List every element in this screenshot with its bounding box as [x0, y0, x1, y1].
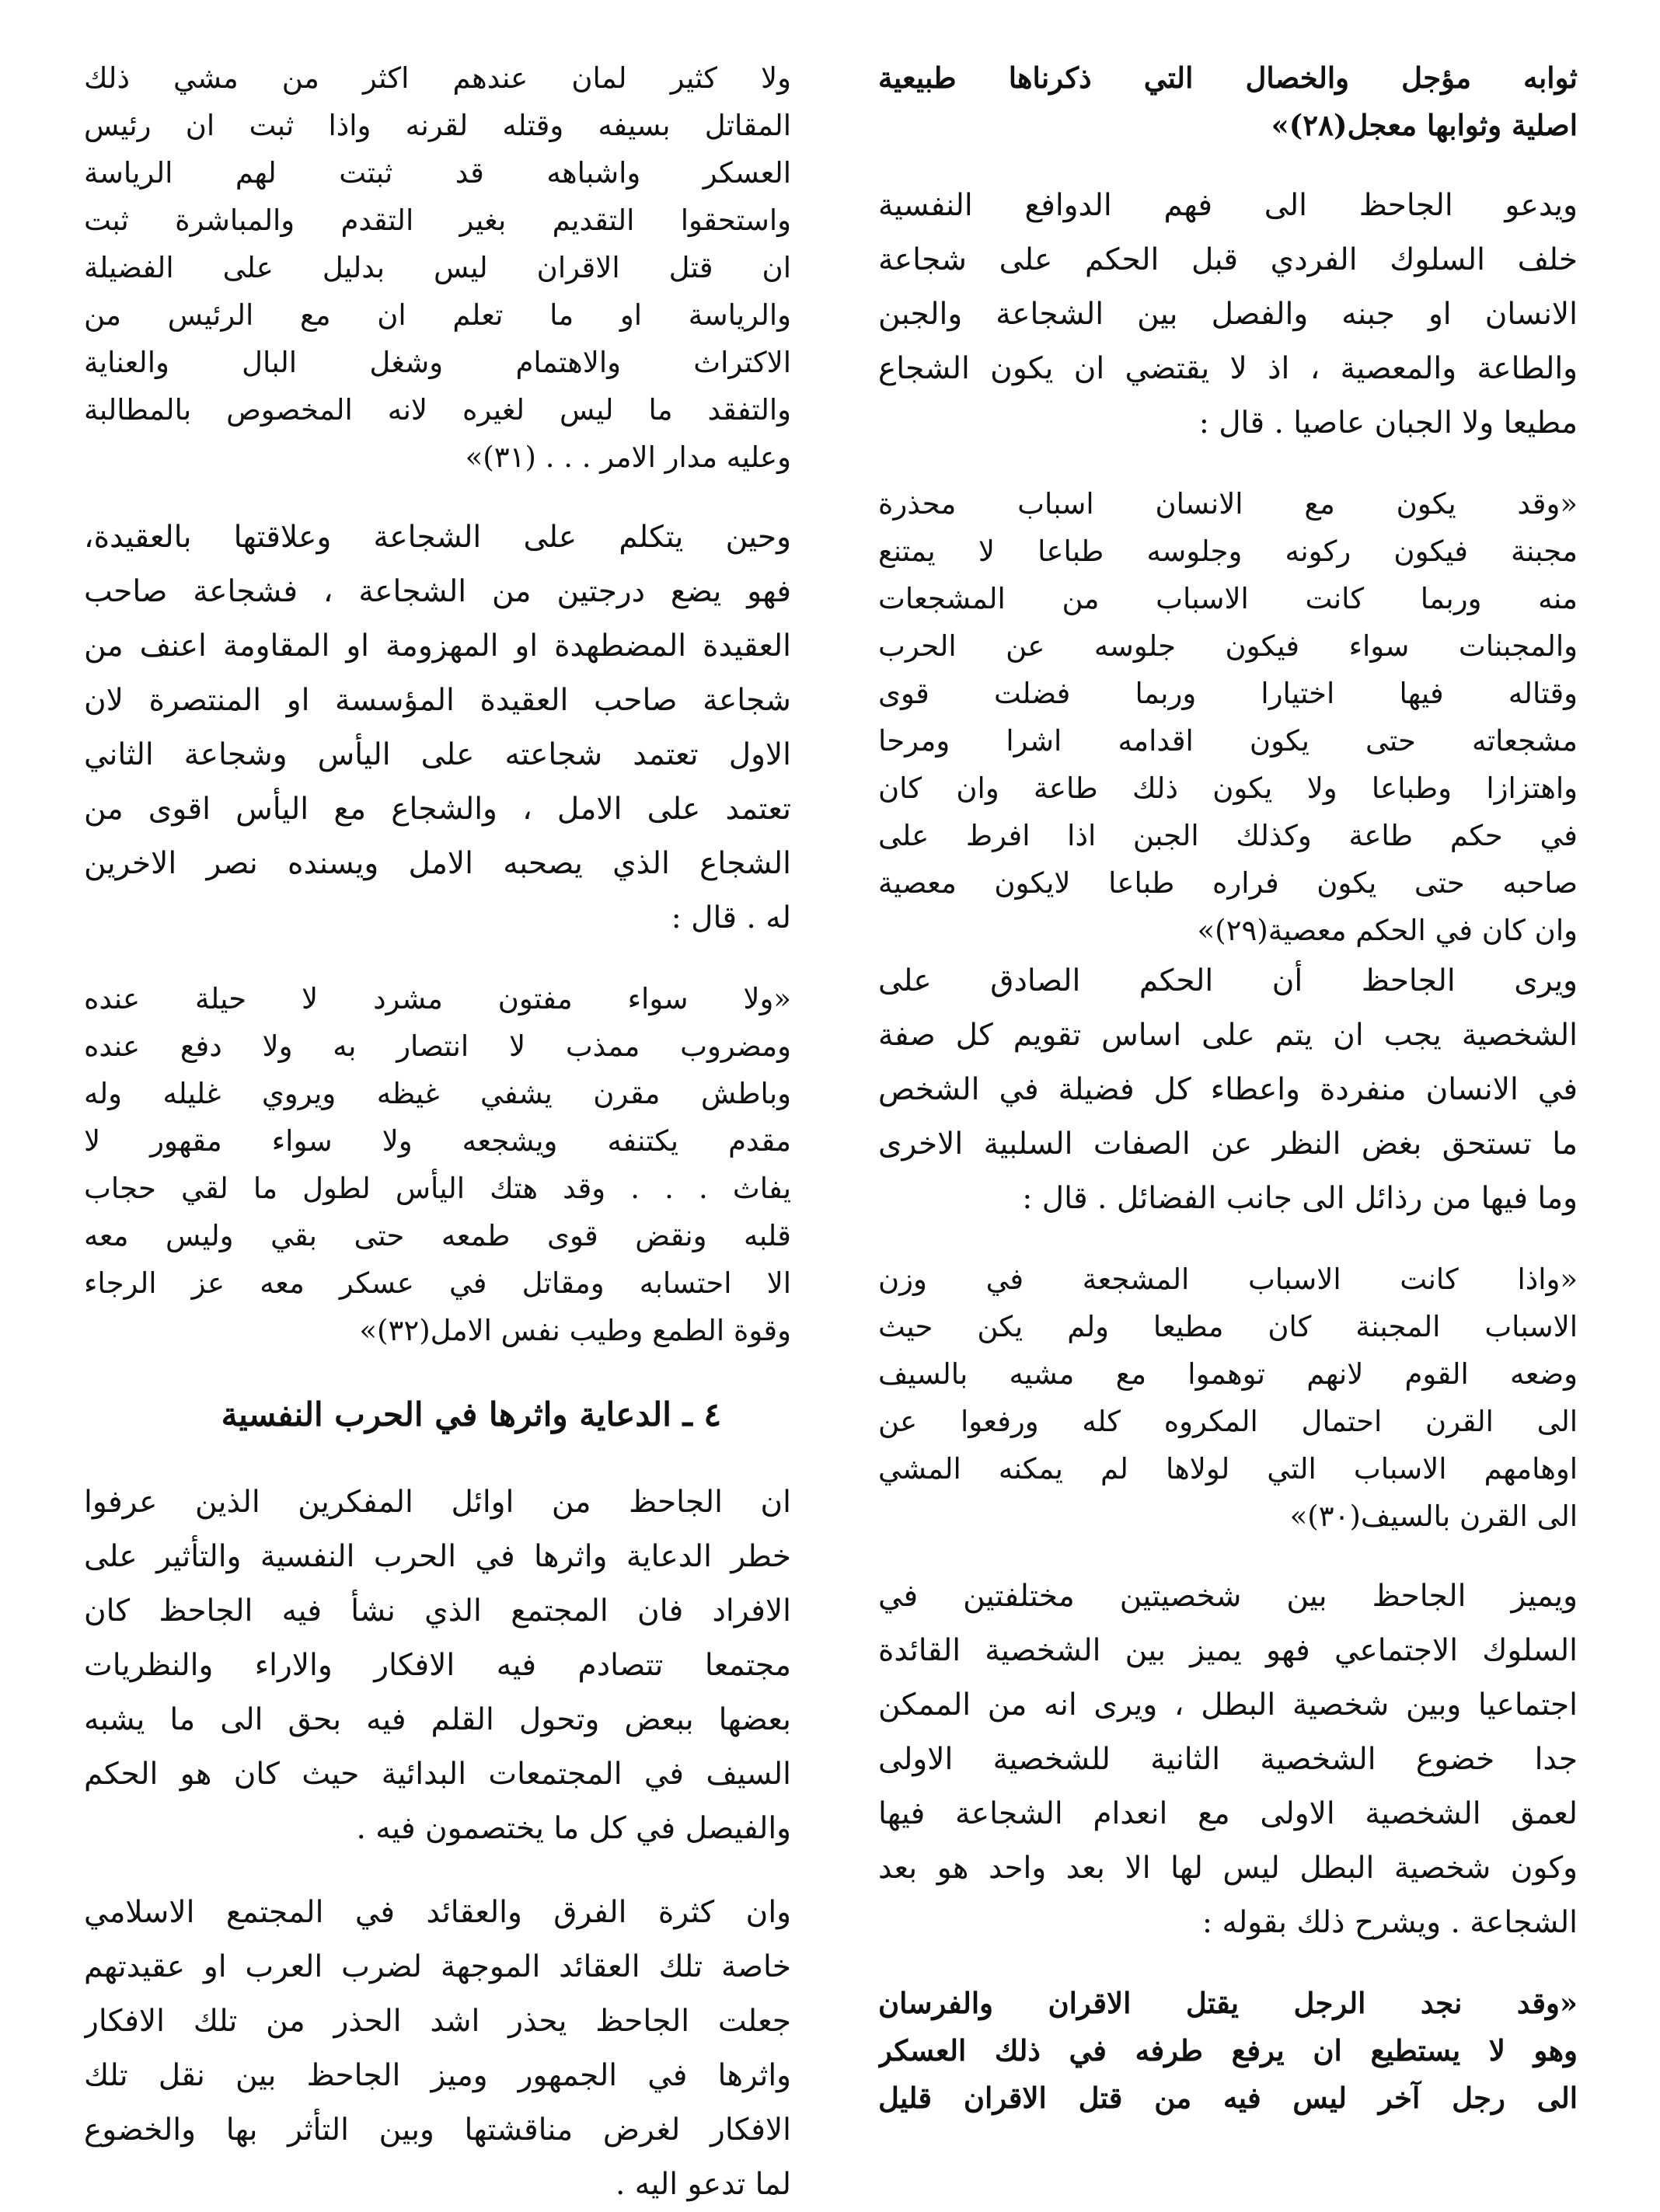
text-line: يفاث . . . وقد هتك اليأس لطول ما لقي حجاب: [84, 1172, 791, 1205]
text-line: وباطش مقرن يشفي غيظه ويروي غليله وله: [84, 1077, 791, 1110]
text-line: الاكتراث والاهتمام وشغل البال والعناية: [84, 346, 791, 379]
text-line: خاصة تلك العقائد الموجهة لضرب العرب او عقيدتهم: [84, 1949, 791, 1984]
text-line: «وقد نجد الرجل يقتل الاقران والفرسان: [878, 1986, 1578, 2020]
quote-30: [878, 1256, 1578, 1540]
text-line: ويدعو الجاحظ الى فهم الدوافع النفسية: [878, 188, 1578, 223]
text-line: وان كان في الحكم معصية(٢٩)»: [1197, 914, 1578, 947]
text-line: العقيدة المضطهدة او المهزومة او المقاومة اعنف من: [84, 629, 791, 664]
text-line: واستحقوا التقديم بغير التقدم والمباشرة ثبت: [84, 204, 791, 237]
text-line: وقتاله فيها اختيارا وربما فضلت قوى: [878, 677, 1578, 710]
text-line: الانسان او جبنه والفصل بين الشجاعة والجبن: [878, 297, 1578, 332]
text-line: والطاعة والمعصية ، اذ لا يقتضي ان يكون الشجاع: [878, 351, 1578, 386]
text-line: ويرى الجاحظ أن الحكم الصادق على: [878, 963, 1578, 998]
text-line: واهتزازا وطباعا ولا يكون ذلك طاعة وان كان: [878, 772, 1578, 805]
text-line: له . قال :: [671, 900, 791, 935]
text-line: ان قتل الاقران ليس بدليل على الفضيلة: [84, 251, 791, 284]
text-line: ولا كثير لمان عندهم اكثر من مشي ذلك: [84, 61, 791, 95]
text-line: وكون شخصية البطل ليس لها الا بعد واحد هو بعد: [878, 1851, 1578, 1886]
text-line: المقاتل بسيفه وقتله لقرنه واذا ثبت ان رئيس: [84, 109, 791, 142]
text-line: «ولا سواء مفتون مشرد لا حيلة عنده: [84, 982, 791, 1015]
text-line: جعلت الجاحظ يحذر اشد الحذر من تلك الافكار: [84, 2004, 791, 2039]
text-line: لعمق الشخصية الاولى مع انعدام الشجاعة فيها: [878, 1796, 1578, 1831]
text-line: تعتمد على الامل ، والشجاع مع اليأس اقوى من: [84, 792, 791, 827]
text-line: والفيصل في كل ما يختصمون فيه .: [356, 1811, 791, 1846]
text-line: جدا خضوع الشخصية الثانية للشخصية الاولى: [878, 1742, 1578, 1777]
paragraph-two-personalities: [878, 1569, 1578, 1950]
text-line: ثوابه مؤجل والخصال التي ذكرناها طبيعية: [878, 61, 1578, 95]
text-line: فهو يضع درجتين من الشجاعة ، فشجاعة صاحب: [84, 574, 791, 609]
text-line: بعضها ببعض وتحول القلم فيه بحق الى ما يشبه: [84, 1702, 791, 1737]
text-line: منه وربما كانت الاسباب من المشجعات: [878, 582, 1578, 615]
text-line: مقدم يكتنفه ويشجعه ولا سواء مقهور لا: [84, 1124, 791, 1158]
text-line: الى القرن بالسيف(٣٠)»: [1289, 1500, 1578, 1533]
paragraph-sects: [84, 1886, 791, 2212]
text-line: وضعه القوم لانهم توهموا مع مشيه بالسيف: [878, 1357, 1578, 1391]
text-line: لما تدعو اليه .: [615, 2167, 791, 2202]
text-line: ان الجاحظ من اوائل المفكرين الذين عرفوا: [84, 1485, 791, 1520]
text-line: والرياسة او ما تعلم ان مع الرئيس من: [84, 298, 791, 332]
text-line: خلف السلوك الفردي قبل الحكم على شجاعة: [878, 242, 1578, 277]
text-line: الشجاع الذي يصحبه الامل ويسنده نصر الاخرين: [84, 846, 791, 881]
text-line: شجاعة صاحب العقيدة المؤسسة او المنتصرة لان: [84, 683, 791, 718]
text-line: وان كثرة الفرق والعقائد في المجتمع الاسلامي: [84, 1895, 791, 1930]
text-line: الافكار لغرض مناقشتها وبين التأثر بها والخضوع: [84, 2113, 791, 2148]
text-line: ويميز الجاحظ بين شخصيتين مختلفتين في: [878, 1579, 1578, 1614]
text-line: اصلية وثوابها معجل(٢٨)»: [1271, 108, 1578, 142]
text-line: ومضروب ممذب لا انتصار به ولا دفع عنده: [84, 1029, 791, 1063]
paragraph-belief: [84, 510, 791, 946]
text-line: والتفقد ما ليس لغيره لانه المخصوص بالمطالبة: [84, 393, 791, 427]
text-line: ما تستحق بغض النظر عن الصفات السلبية الاخرى: [878, 1127, 1578, 1162]
text-line: وحين يتكلم على الشجاعة وعلاقتها بالعقيدة،: [84, 520, 791, 555]
left-column: [84, 54, 791, 2212]
right-column: [878, 54, 1578, 2122]
quote-31-start: [878, 1980, 1578, 2122]
text-line: مطيعا ولا الجبان عاصيا . قال :: [1198, 406, 1578, 441]
text-line: الافراد فان المجتمع الذي نشأ فيه الجاحظ كان: [84, 1594, 791, 1629]
text-line: العسكر واشباهه قد ثبتت لهم الرياسة: [84, 156, 791, 190]
section-heading: ٤ ـ الدعاية واثرها في الحرب النفسية: [221, 1395, 721, 1433]
paragraph-judgement: [878, 954, 1578, 1226]
text-line: الشخصية يجب ان يتم على اساس تقويم كل صفة: [878, 1018, 1578, 1053]
text-line: السلوك الاجتماعي فهو يميز بين الشخصية القائدة: [878, 1633, 1578, 1668]
text-line: مجبنة فيكون ركونه وجلوسه طباعا لا يمتنع: [878, 535, 1578, 568]
text-line: اوهامهم الاسباب التي لولاها لم يمكنه المشي: [878, 1452, 1578, 1486]
text-line: وهو لا يستطيع ان يرفع طرفه في ذلك العسكر: [878, 2033, 1578, 2067]
text-line: الا احتسابه ومقاتل في عسكر معه عز الرجاء: [84, 1266, 791, 1300]
paragraph-propaganda: [84, 1475, 791, 1856]
text-line: والمجبنات سواء فيكون جلوسه عن الحرب: [878, 629, 1578, 663]
text-line: قلبه ونقض قوى طمعه حتى بقي وليس معه: [84, 1219, 791, 1252]
text-line: وعليه مدار الامر . . . (٣١)»: [465, 441, 791, 474]
text-line: واثرها في الجمهور وميز الجاحظ بين نقل تلك: [84, 2058, 791, 2093]
text-line: مجتمعا تتصادم فيه الافكار والاراء والنظريات: [84, 1648, 791, 1683]
text-line: الى رجل آخر ليس فيه من قتل الاقران قليل: [878, 2081, 1578, 2115]
text-line: وما فيها من رذائل الى جانب الفضائل . قال :: [1022, 1181, 1578, 1216]
quote-32: [84, 975, 791, 1354]
text-line: الشجاعة . ويشرح ذلك بقوله :: [1201, 1905, 1578, 1940]
text-line: خطر الدعاية واثرها في الحرب النفسية والتأثير على: [84, 1539, 791, 1574]
text-line: السيف في المجتمعات البدائية حيث كان هو الحكم: [84, 1757, 791, 1792]
text-line: في الانسان منفردة واعطاء كل فضيلة في الشخص: [878, 1072, 1578, 1107]
text-line: «وقد يكون مع الانسان اسباب محذرة: [878, 487, 1578, 521]
text-line: الاول تعتمد شجاعته على اليأس وشجاعة الثاني: [84, 737, 791, 772]
text-line: الى القرن احتمال المكروه كله ورفعوا عن: [878, 1405, 1578, 1438]
paragraph-motives: [878, 179, 1578, 451]
quote-28-end: [878, 54, 1578, 149]
text-line: اجتماعيا وبين شخصية البطل ، ويرى انه من الممكن: [878, 1688, 1578, 1723]
text-line: مشجعاته حتى يكون اقدامه اشرا ومرحا: [878, 724, 1578, 758]
text-line: في حكم طاعة وكذلك الجبن اذا افرط على: [878, 819, 1578, 852]
quote-29: [878, 480, 1578, 954]
text-line: وقوة الطمع وطيب نفس الامل(٣٢)»: [359, 1314, 791, 1347]
text-line: الاسباب المجبنة كان مطيعا ولم يكن حيث: [878, 1310, 1578, 1343]
text-line: «واذا كانت الاسباب المشجعة في وزن: [878, 1263, 1578, 1296]
text-line: صاحبه حتى يكون فراره طباعا لايكون معصية: [878, 866, 1578, 900]
quote-31-end: [84, 54, 791, 481]
